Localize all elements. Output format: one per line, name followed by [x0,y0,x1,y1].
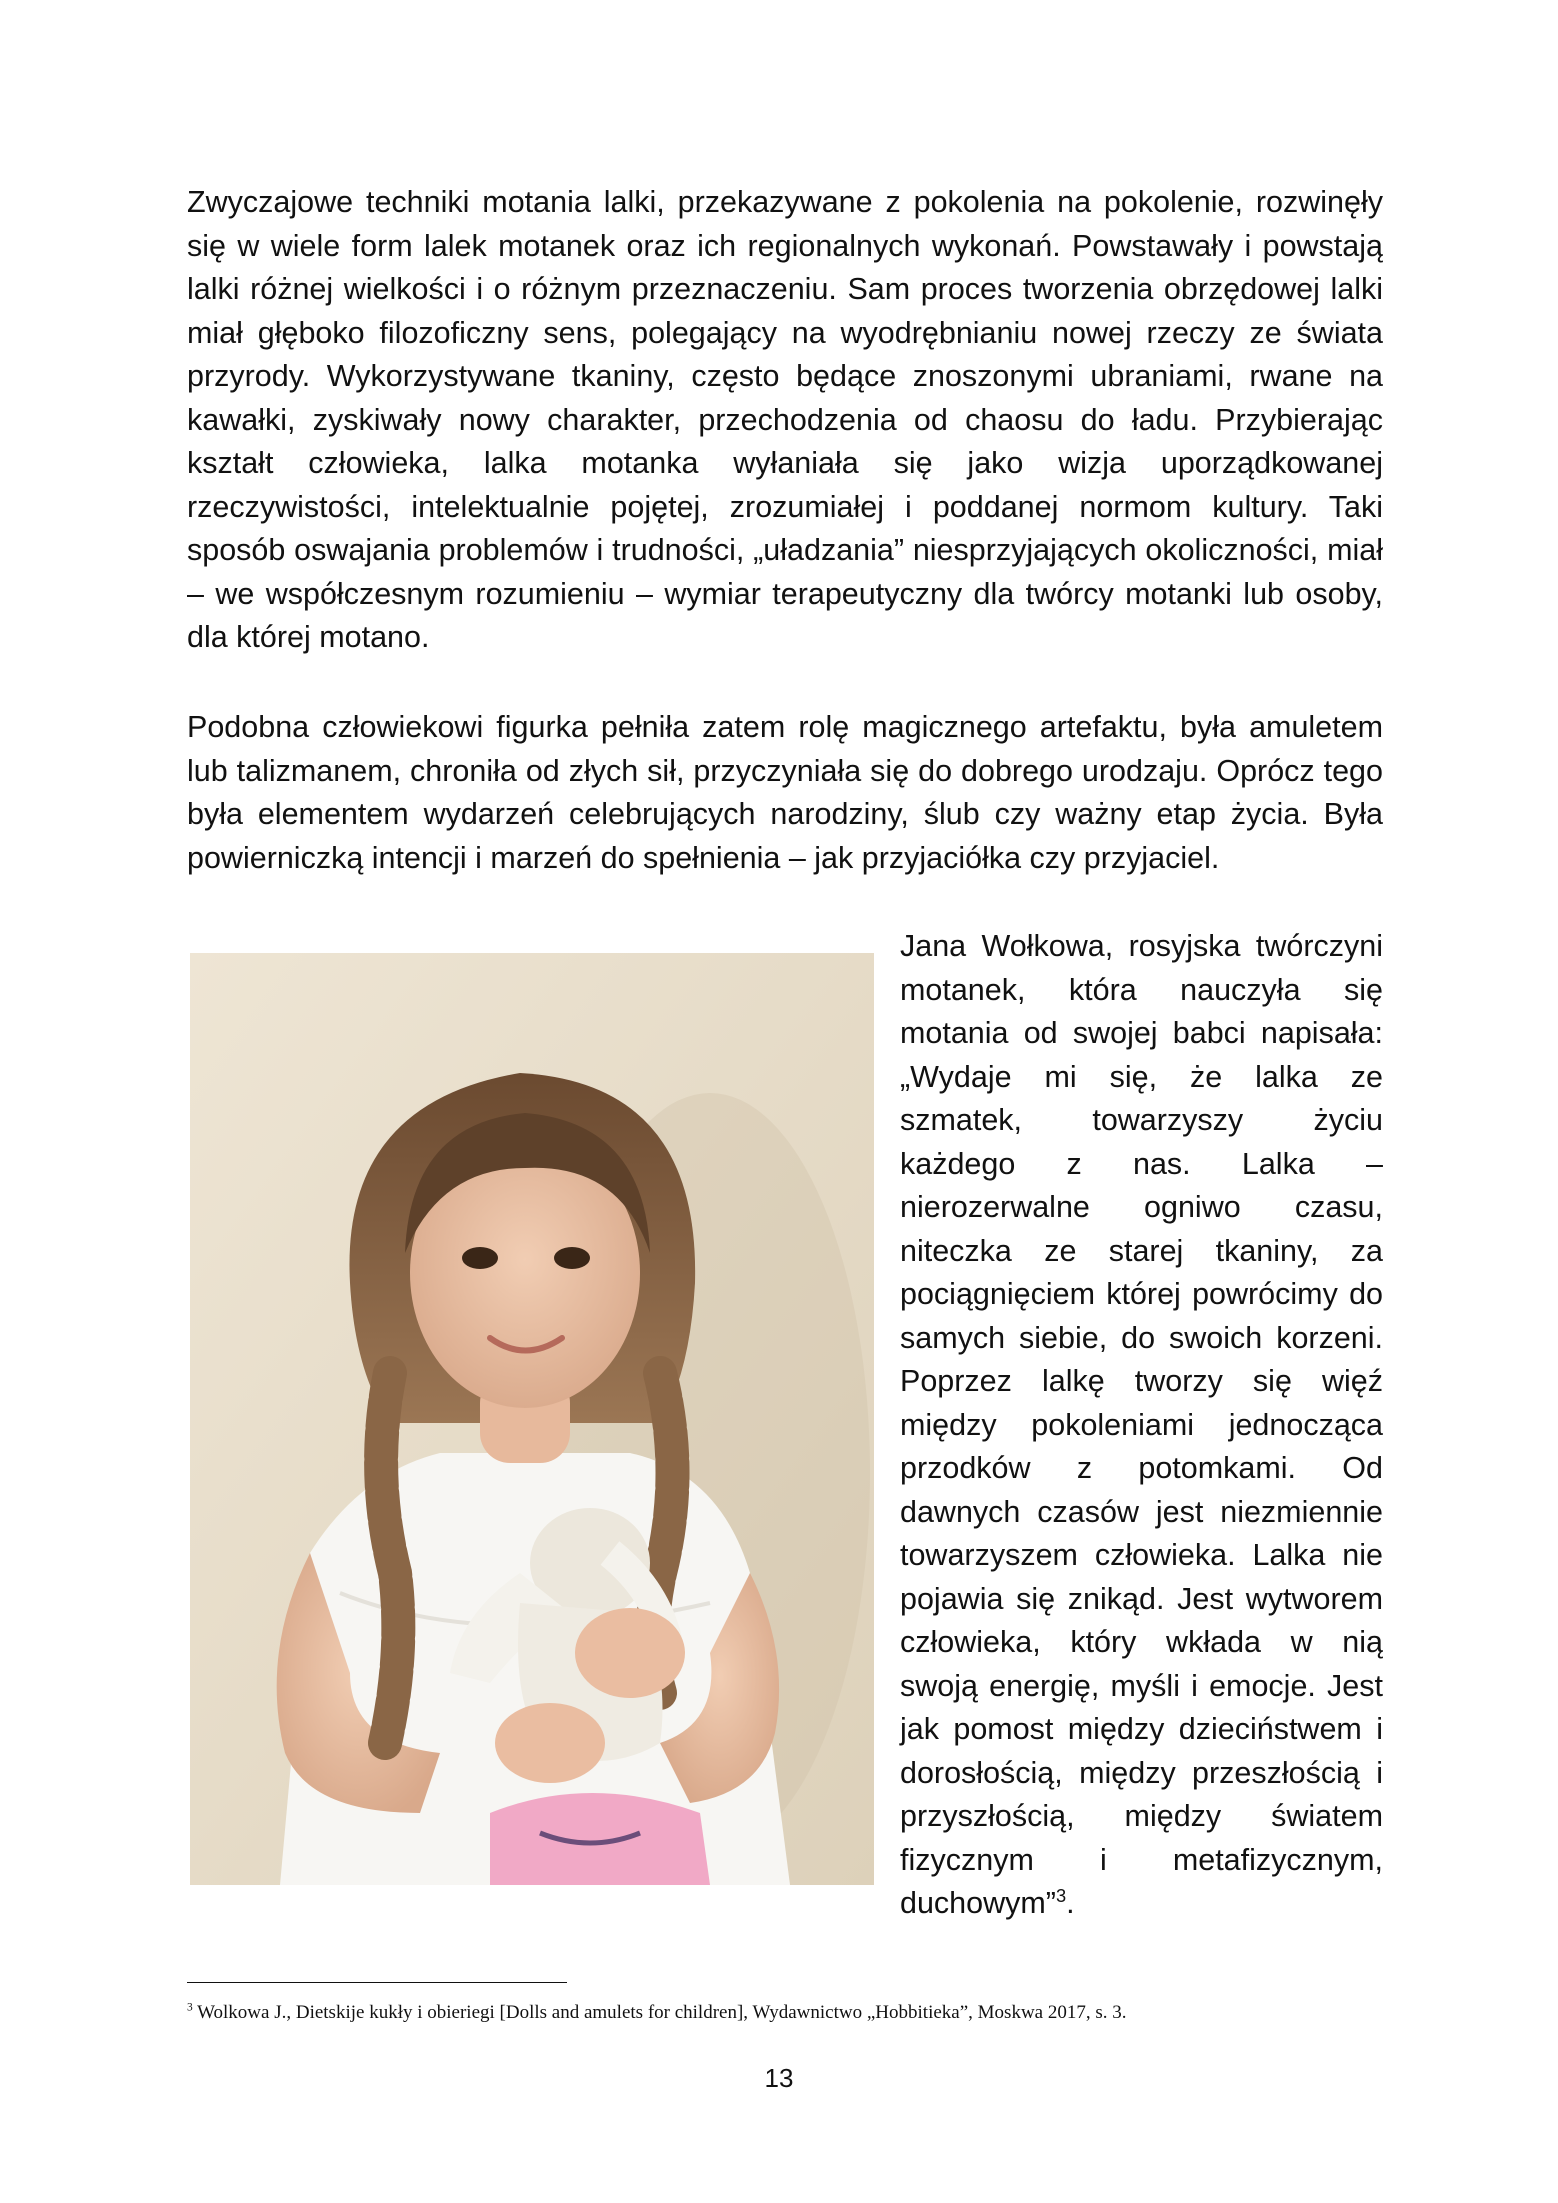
footnote-text: Wolkowa J., Dietskije kukły i obieriegi [Dolls and amulets for children], Wydawnictwo „Hobbitieka”, Moskwa 2017, s. 3. [192,2002,1127,2023]
paragraph-1: Zwyczajowe techniki motania lalki, przekazywane z pokolenia na pokolenie, rozwinęły się w wiele form lalek motanek oraz ich regionalnych wykonań. Powstawały i powstają lalki różnej wielkości i o różnym przeznaczeniu. Sam proces tworzenia obrzędowej lalki miał głęboko filozoficzny sens, polegający na wyodrębnianiu nowej rzeczy ze świata przyrody. Wykorzystywane tkaniny, często będące znoszonymi ubraniami, rwane na kawałki, zyskiwały nowy charakter, przechodzenia od chaosu do ładu. Przybierając kształt człowieka, lalka motanka wyłaniała się jako wizja uporządkowanej rzeczywistości, intelektualnie pojętej, zrozumiałej i poddanej normom kultury. Taki sposób oswajania problemów i trudności, „uładzania” niesprzyjających okoliczności, miał – we współczesnym rozumieniu – wymiar terapeutyczny dla twórcy motanki lub osoby, dla której motano. [187,185,1383,654]
footnote-number: 3 [187,2001,193,2014]
quote-end: . [1066,1886,1075,1920]
quote-text: Jana Wołkowa, rosyjska twórczyni motanek, która nauczyła się motania od swojej babci napisała: „Wydaje mi się, że lalka ze szmatek, towarzyszy życiu każdego z nas. Lalka – nierozerwalne ogniwo czasu, niteczka ze starej tkaniny, za pociągnięciem której powrócimy do samych siebie, do swoich korzeni. Poprzez lalkę tworzy się więź między pokoleniami jednocząca przodków z potomkami. Od dawnych czasów jest niezmiennie towarzyszem człowieka. Lalka nie pojawia się znikąd. Jest wytworem człowieka, który wkłada w nią swoją energię, myśli i emocje. Jest jak pomost między dzieciństwem i dorosłością, między przeszłością i przyszłością, między światem fizycznym i metafizycznym, duchowym” [900,929,1383,1920]
quote-paragraph [900,925,1383,1926]
footnote [187,2000,1387,2026]
footnote-reference[interactable]: 3 [1055,1884,1067,1906]
paragraph-2: Podobna człowiekowi figurka pełniła zatem rolę magicznego artefaktu, była amuletem lub talizmanem, chroniła od złych sił, przyczyniała się do dobrego urodzaju. Oprócz tego była elementem wydarzeń celebrujących narodziny, ślub czy ważny etap życia. Była powierniczką intencji i marzeń do spełnienia – jak przyjaciółka czy przyjaciel. [187,710,1383,875]
footnote-separator [187,1982,567,1983]
photo-girl-with-doll [190,953,874,1885]
page-number: 13 [764,2063,794,2093]
